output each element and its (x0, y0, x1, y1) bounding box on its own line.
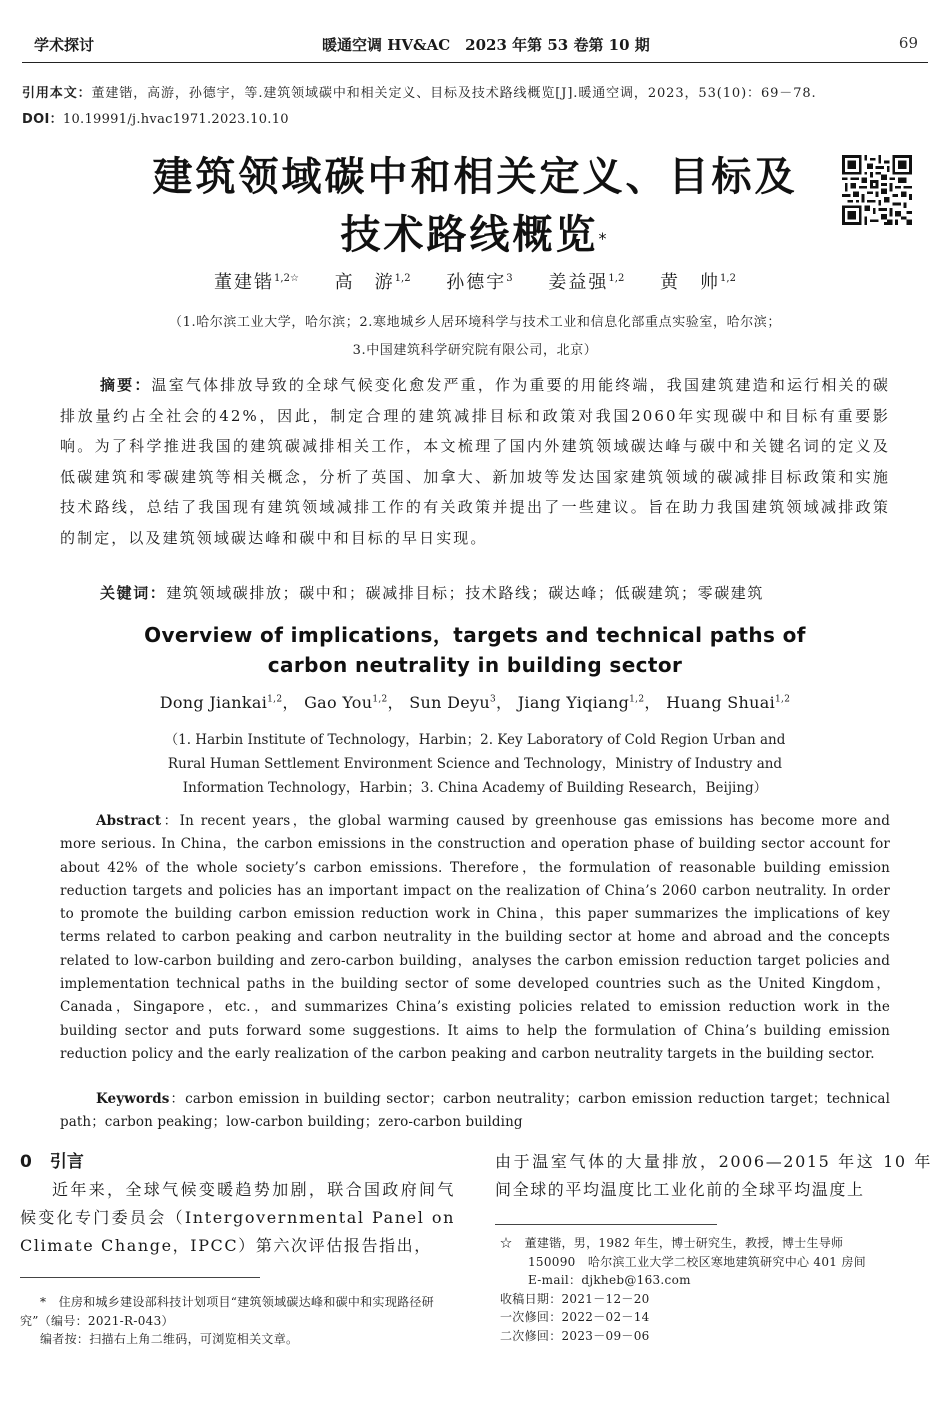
citation-text: 董建锴，高游，孙德宇，等.建筑领域碳中和相关定义、目标及技术路线概览[J].暖通空调，2023，53(10)：69－78. (91, 86, 817, 101)
header-rule (22, 62, 928, 63)
affiliation-english (60, 728, 890, 800)
abstract-cn-label: 摘要： (100, 376, 152, 394)
revised-date-2: 二次修回：2023－09－06 (500, 1328, 650, 1343)
author-en: Huang Shuai$^{1,2}$ (666, 693, 791, 712)
footnote-rule-left (20, 1277, 260, 1278)
footnote-address: 150090 哈尔滨工业大学二校区寒地建筑研究中心 401 房间 (528, 1254, 866, 1269)
title-footnote-mark: * (598, 229, 610, 248)
author-en: Jiang Yiqiang$^{1,2}$， (517, 693, 661, 712)
title-cn-line2: 技术路线概览* (340, 212, 610, 258)
footnote-funding-text: * 住房和城乡建设部科技计划项目“建筑领域碳达峰和碳中和实现路径研究”（编号：2021-R-043） (20, 1295, 435, 1328)
affiliation-en-line3: Information Technology，Harbin；3. China Academy of Building Research，Beijing） (182, 780, 768, 796)
header-section: 学术探讨 (34, 36, 95, 54)
footnote-author-bio: ☆ 董建锴，男，1982 年生，博士研究生，教授，博士生导师 (500, 1236, 844, 1250)
author-en: Gao You$^{1,2}$， (304, 693, 404, 712)
abstract-cn-text: 温室气体排放导致的全球气候变化愈发严重，作为重要的用能终端，我国建筑建造和运行相关的碳排放量约占全社会的42%，因此，制定合理的建筑减排目标和政策对我国2060年实现碳中和目标有重要影响。为了科学推进我国的建筑碳减排相关工作，本文梳理了国内外建筑领域碳达峰与碳中和关键名词的定义及低碳建筑和零碳建筑等相关概念，分析了英国、加拿大、新加坡等发达国家建筑领域的碳减排目标政策和实施技术路线，总结了我国现有建筑领域减排工作的有关政策并提出了一些建议。旨在助力我国建筑领域减排政策的制定，以及建筑领域碳达峰和碳中和目标的早日实现。 (60, 376, 890, 547)
doi-value: 10.19991/j.hvac1971.2023.10.10 (62, 112, 289, 127)
keywords-cn-text: 建筑领域碳排放；碳中和；碳减排目标；技术路线；碳达峰；低碳建筑；零碳建筑 (166, 584, 765, 602)
abstract-en-label: Abstract (96, 813, 162, 829)
affiliation-cn-line1: （1.哈尔滨工业大学，哈尔滨；2.寒地城乡人居环境科学与技术工业和信息化部重点实验室，哈尔滨； (168, 315, 781, 330)
title-en-line2: carbon neutrality in building sector (267, 653, 683, 677)
section-heading (20, 1148, 455, 1176)
affiliation-en-line1: （1. Harbin Institute of Technology，Harbin；2. Key Laboratory of Cold Region Urban and (164, 732, 786, 748)
section-number: 0 (20, 1152, 32, 1172)
doi-label: DOI： (22, 112, 63, 127)
affiliation-en-line2: Rural Human Settlement Environment Science and Technology，Ministry of Industry and (167, 756, 783, 772)
affiliation-cn-line2: 3.中国建筑科学研究院有限公司，北京） (352, 343, 598, 358)
author-cn: 孙德宇$^3$ (446, 272, 513, 293)
running-header (22, 34, 928, 64)
title-english (50, 620, 900, 680)
citation-label: 引用本文： (22, 86, 92, 101)
intro-paragraph-right: 由于温室气体的大量排放，2006—2015 年这 10 年间全球的平均温度比工业化前的全球平均温度上 (495, 1152, 932, 1199)
doi (22, 108, 289, 127)
footnote-funding (20, 1293, 460, 1349)
revised-date-1: 一次修回：2022－02－14 (500, 1310, 650, 1324)
title-cn-line1: 建筑领域碳中和相关定义、目标及 (152, 154, 798, 200)
body-column-right (495, 1148, 932, 1204)
page-number: 69 (898, 34, 918, 52)
author-en: Dong Jiankai$^{1,2}$， (159, 693, 299, 712)
received-date: 收稿日期：2021－12－20 (500, 1291, 650, 1306)
abstract-en-text: ：In recent years，the global warming caused by greenhouse gas emissions has become more and more serious. In China，the carbon emissions in the construction and operation phase of building sector account for about 42% of the whole society’s carbon emissions. Therefore，the formulation of reasonable building emission reduction targets and policies has an important impact on the realization of China’s 2060 carbon neutrality. In order to promote the building carbon emission reduction work in China，this paper summarizes the implications of key terms related to carbon peaking and carbon neutrality in the building sector at home and abroad and the concepts related to low-carbon building and zero-carbon building，analyses the carbon emission reduction target policies and implementation technical paths in the building sector of some developed countries such as the United Kingdom，Canada，Singapore，etc.，and summarizes China’s existing policies related to emission reduction work in the building sector and puts forward some suggestions. It aims to help the formulation of China’s building emission reduction policy and the early realization of the carbon peaking and carbon neutrality targets in the building sector. (60, 813, 890, 1062)
author-cn: 姜益强$^{1,2}$ (548, 272, 625, 293)
author-cn: 高 游$^{1,2}$ (334, 272, 411, 293)
authors-english (0, 690, 950, 713)
header-journal: 暖通空调 HV&AC 2023 年第 53 卷第 10 期 (322, 36, 650, 54)
keywords-cn-label: 关键词： (100, 584, 167, 602)
keywords-en-label: Keywords (96, 1091, 170, 1107)
title-en-line1: Overview of implications，targets and technical paths of (144, 623, 806, 647)
author-cn: 董建锴$^{1,2☆}$ (214, 272, 299, 293)
keywords-english (60, 1088, 890, 1135)
abstract-english (60, 810, 890, 1066)
section-title: 引言 (49, 1152, 84, 1172)
footnote-rule-right (495, 1224, 717, 1225)
keywords-en-text: ：carbon emission in building sector；carbon neutrality；carbon emission reduction target；technical path；carbon peaking；low-carbon building；zero-carbon building (60, 1091, 890, 1131)
footnote-email[interactable]: E-mail：djkheb@163.com (528, 1273, 691, 1287)
body-column-left (20, 1148, 455, 1260)
author-en: Sun Deyu$^3$， (409, 693, 513, 712)
footnote-author-info (500, 1234, 940, 1345)
keywords-chinese (100, 582, 900, 603)
qr-code-icon[interactable] (842, 155, 912, 225)
footnote-editor-note: 编者按：扫描右上角二维码，可浏览相关文章。 (40, 1332, 299, 1346)
authors-chinese (0, 268, 950, 294)
title-chinese (80, 148, 870, 264)
author-cn: 黄 帅$^{1,2}$ (660, 272, 736, 293)
citation (22, 82, 928, 101)
abstract-chinese (60, 370, 890, 553)
intro-paragraph-left: 近年来，全球气候变暖趋势加剧，联合国政府间气候变化专门委员会（Intergovernmental Panel on Climate Change，IPCC）第六次评估报告指出， (20, 1180, 455, 1255)
